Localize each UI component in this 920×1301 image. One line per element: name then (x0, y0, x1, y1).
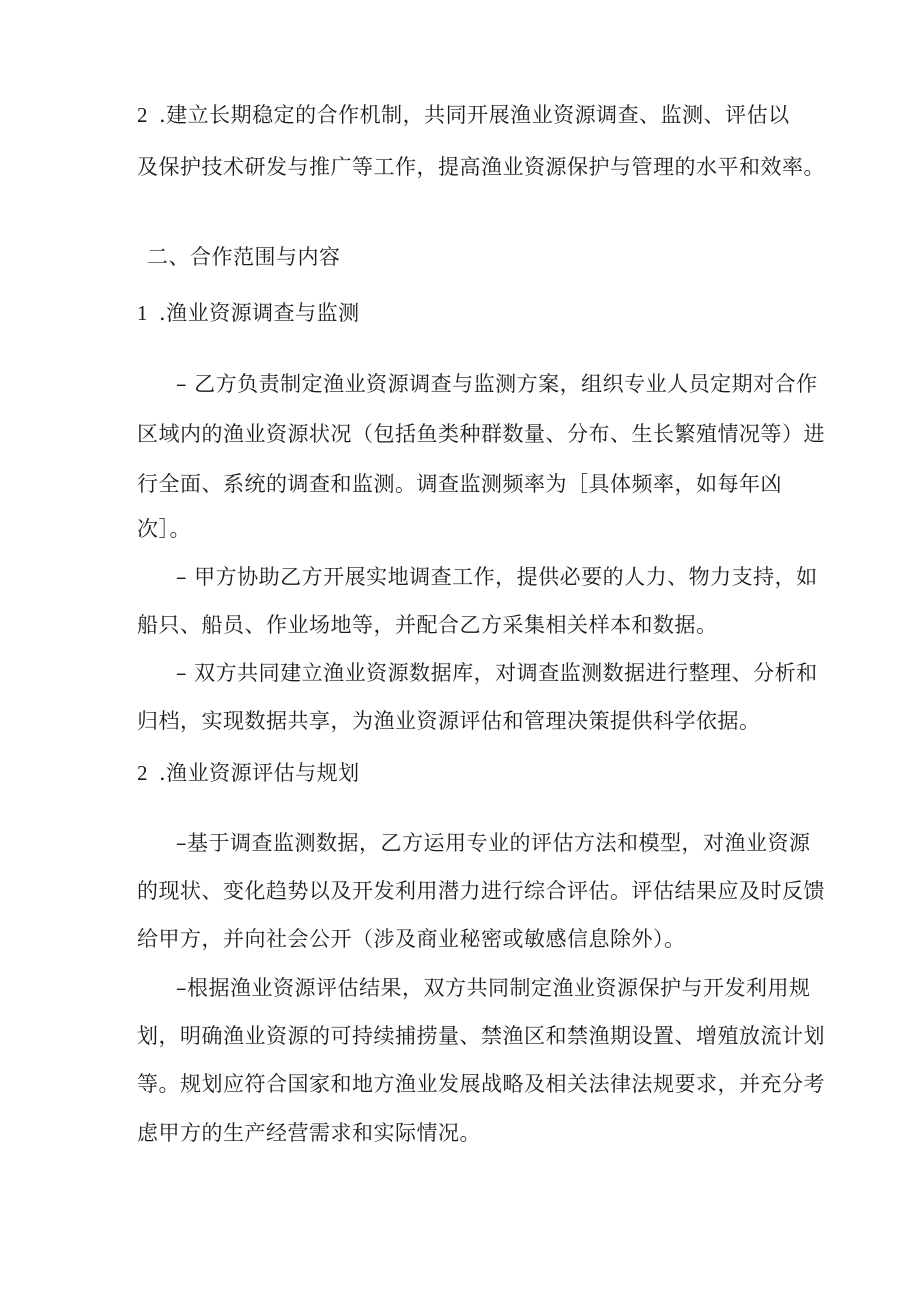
s2-p1-line-2: 的现状、变化趋势以及开发利用潜力进行综合评估。评估结果应及时反馈 (137, 879, 825, 903)
s2-p1-line-3: 给甲方，并向社会公开（涉及商业秘密或敏感信息除外）。 (137, 927, 686, 951)
s1-p2-line-2: 船只、船员、作业场地等，并配合乙方采集相关样本和数据。 (137, 613, 718, 637)
s2-p2-line-1: –根据渔业资源评估结果，双方共同制定渔业资源保护与开发利用规 (176, 976, 811, 1000)
section-heading: 二、合作范围与内容 (147, 245, 341, 269)
intro-item-text-2: 及保护技术研发与推广等工作，提高渔业资源保护与管理的水平和效率。 (137, 155, 825, 179)
s2-p2-line-3: 等。规划应符合国家和地方渔业发展战略及相关法律法规要求，并充分考 (137, 1072, 825, 1096)
intro-item-text-1: .建立长期稳定的合作机制，共同开展渔业资源调查、监测、评估以 (159, 103, 790, 127)
subsection-1-title-text: .渔业资源调查与监测 (159, 301, 360, 325)
subsection-2-title-text: .渔业资源评估与规划 (159, 761, 360, 785)
intro-item-line-1 (137, 101, 790, 129)
subsection-1-title (137, 299, 360, 327)
s1-p1-line-4: 次］。 (137, 517, 191, 541)
s1-p1-line-1: – 乙方负责制定渔业资源调查与监测方案，组织专业人员定期对合作 (176, 372, 818, 396)
s1-p3-line-1: – 双方共同建立渔业资源数据库，对调查监测数据进行整理、分析和 (176, 661, 818, 685)
s1-p2-line-1: – 甲方协助乙方开展实地调查工作，提供必要的人力、物力支持，如 (176, 565, 818, 589)
intro-item-line-2 (137, 153, 825, 181)
subsection-2-title (137, 759, 360, 787)
s1-p1-line-3: 行全面、系统的调查和监测。调查监测频率为［具体频率，如每年凶 (137, 472, 782, 496)
subsection-2-number: 2 (137, 761, 148, 785)
s1-p1-line-2: 区域内的渔业资源状况（包括鱼类种群数量、分布、生长繁殖情况等）进 (137, 422, 825, 446)
s2-p2-line-4: 虑甲方的生产经营需求和实际情况。 (137, 1121, 481, 1145)
subsection-1-number: 1 (137, 301, 148, 325)
s2-p1-line-1: –基于调查监测数据，乙方运用专业的评估方法和模型，对渔业资源 (176, 831, 811, 855)
intro-item-number: 2 (137, 103, 148, 127)
s2-p2-line-2: 划，明确渔业资源的可持续捕捞量、禁渔区和禁渔期设置、增殖放流计划 (137, 1024, 825, 1048)
s1-p3-line-2: 归档，实现数据共享，为渔业资源评估和管理决策提供科学依据。 (137, 709, 761, 733)
